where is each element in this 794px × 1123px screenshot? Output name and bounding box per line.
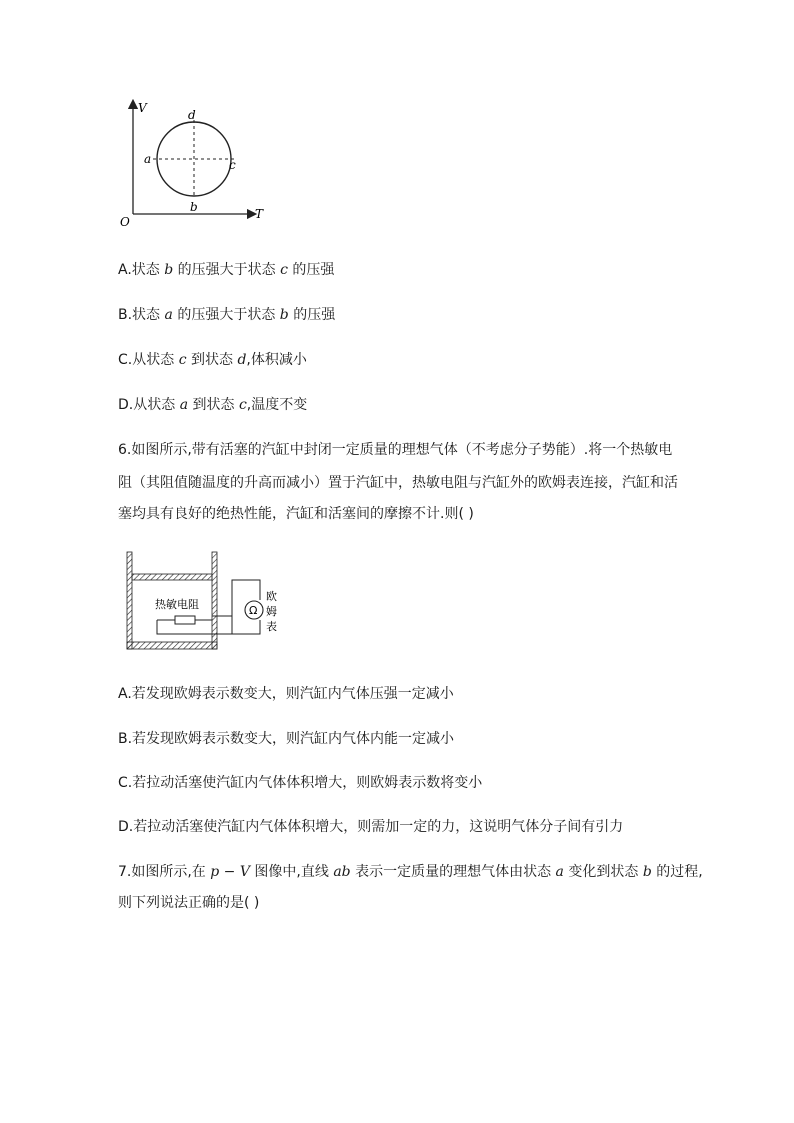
v-axis-label: V bbox=[138, 101, 147, 115]
q5-option-c-text-2: 到状态 bbox=[186, 352, 238, 368]
q5-option-b-text-1: B.状态 bbox=[118, 307, 165, 323]
vt-diagram bbox=[110, 98, 270, 230]
q7-text-1: 7.如图所示,在 bbox=[118, 864, 211, 880]
q7-text-3: 表示一定质量的理想气体由状态 bbox=[350, 864, 556, 880]
q5-option-d-text-2: 到状态 bbox=[188, 397, 239, 413]
q7-text-5: 的过程, bbox=[651, 864, 703, 880]
q5-option-d bbox=[118, 395, 307, 415]
q5-option-a-text-1: A.状态 bbox=[118, 262, 165, 278]
thermistor-label: 热敏电阻 bbox=[155, 598, 199, 611]
piston bbox=[132, 574, 212, 580]
q6-option-c: C.若拉动活塞使汽缸内气体体积增大，则欧姆表示数将变小 bbox=[118, 775, 483, 791]
q6-stem-line-1: 6.如图所示,带有活塞的汽缸中封闭一定质量的理想气体（不考虑分子势能）.将一个热敏电 bbox=[118, 442, 673, 458]
cylinder-left-wall bbox=[127, 552, 132, 649]
q7-stem-line-2: 则下列说法正确的是( ) bbox=[118, 895, 260, 911]
q5-option-a-text-2: 的压强大于状态 bbox=[173, 262, 281, 278]
q5-option-c-var-1: c bbox=[178, 352, 187, 368]
q7-stem-line-1 bbox=[118, 862, 703, 882]
point-c-label: c bbox=[229, 158, 236, 172]
q5-option-a-text-3: 的压强 bbox=[287, 262, 335, 278]
q5-option-b-text-3: 的压强 bbox=[288, 307, 336, 323]
q5-option-c-text-3: ,体积减小 bbox=[246, 352, 307, 368]
q5-option-c-var-2: d bbox=[237, 352, 247, 368]
ohmmeter-label-3: 表 bbox=[266, 620, 277, 633]
q5-option-d-var-1: a bbox=[179, 397, 189, 413]
ohmmeter-label-1: 欧 bbox=[266, 590, 277, 603]
q7-line-ab: ab bbox=[333, 864, 351, 880]
q5-option-d-text-1: D.从状态 bbox=[118, 397, 180, 413]
q5-option-d-var-2: c bbox=[238, 397, 247, 413]
q7-state-b: b bbox=[642, 864, 652, 880]
q5-option-c bbox=[118, 350, 307, 370]
q5-option-a-var-2: c bbox=[280, 262, 288, 278]
t-axis-label: T bbox=[255, 207, 264, 221]
point-b-label: b bbox=[190, 200, 198, 214]
ohmmeter-label-2: 姆 bbox=[266, 605, 277, 618]
circuit-wire-meter bbox=[232, 620, 260, 634]
thermistor bbox=[175, 616, 195, 624]
point-d-label: d bbox=[188, 108, 196, 122]
q6-option-a: A.若发现欧姆表示数变大，则汽缸内气体压强一定减小 bbox=[118, 686, 454, 702]
q5-option-b-var-1: a bbox=[164, 307, 173, 323]
q6-stem-line-2: 阻（其阻值随温度的升高而减小）置于汽缸中，热敏电阻与汽缸外的欧姆表连接，汽缸和活 bbox=[118, 475, 678, 491]
q5-option-b-var-2: b bbox=[279, 307, 289, 323]
ohm-symbol: Ω bbox=[249, 604, 258, 617]
q5-option-a bbox=[118, 260, 334, 280]
origin-label: O bbox=[120, 215, 130, 229]
q5-option-b-text-2: 的压强大于状态 bbox=[172, 307, 280, 323]
q6-option-d: D.若拉动活塞使汽缸内气体体积增大，则需加一定的力，这说明气体分子间有引力 bbox=[118, 819, 624, 835]
q7-state-a: a bbox=[555, 864, 564, 880]
q6-stem-line-3: 塞均具有良好的绝热性能，汽缸和活塞间的摩擦不计.则( ) bbox=[118, 506, 474, 522]
q7-text-2: 图像中,直线 bbox=[249, 864, 334, 880]
q7-text-4: 变化到状态 bbox=[563, 864, 643, 880]
q5-option-b bbox=[118, 305, 335, 325]
point-a-label: a bbox=[144, 152, 152, 166]
q7-pv-symbol: p − V bbox=[210, 864, 250, 880]
q5-option-d-text-3: ,温度不变 bbox=[246, 397, 308, 413]
q5-option-c-text-1: C.从状态 bbox=[118, 352, 179, 368]
q6-option-b: B.若发现欧姆表示数变大，则汽缸内气体内能一定减小 bbox=[118, 731, 455, 747]
cylinder-diagram bbox=[120, 548, 300, 654]
q5-option-a-var-1: b bbox=[164, 262, 174, 278]
cylinder-bottom bbox=[127, 642, 217, 649]
